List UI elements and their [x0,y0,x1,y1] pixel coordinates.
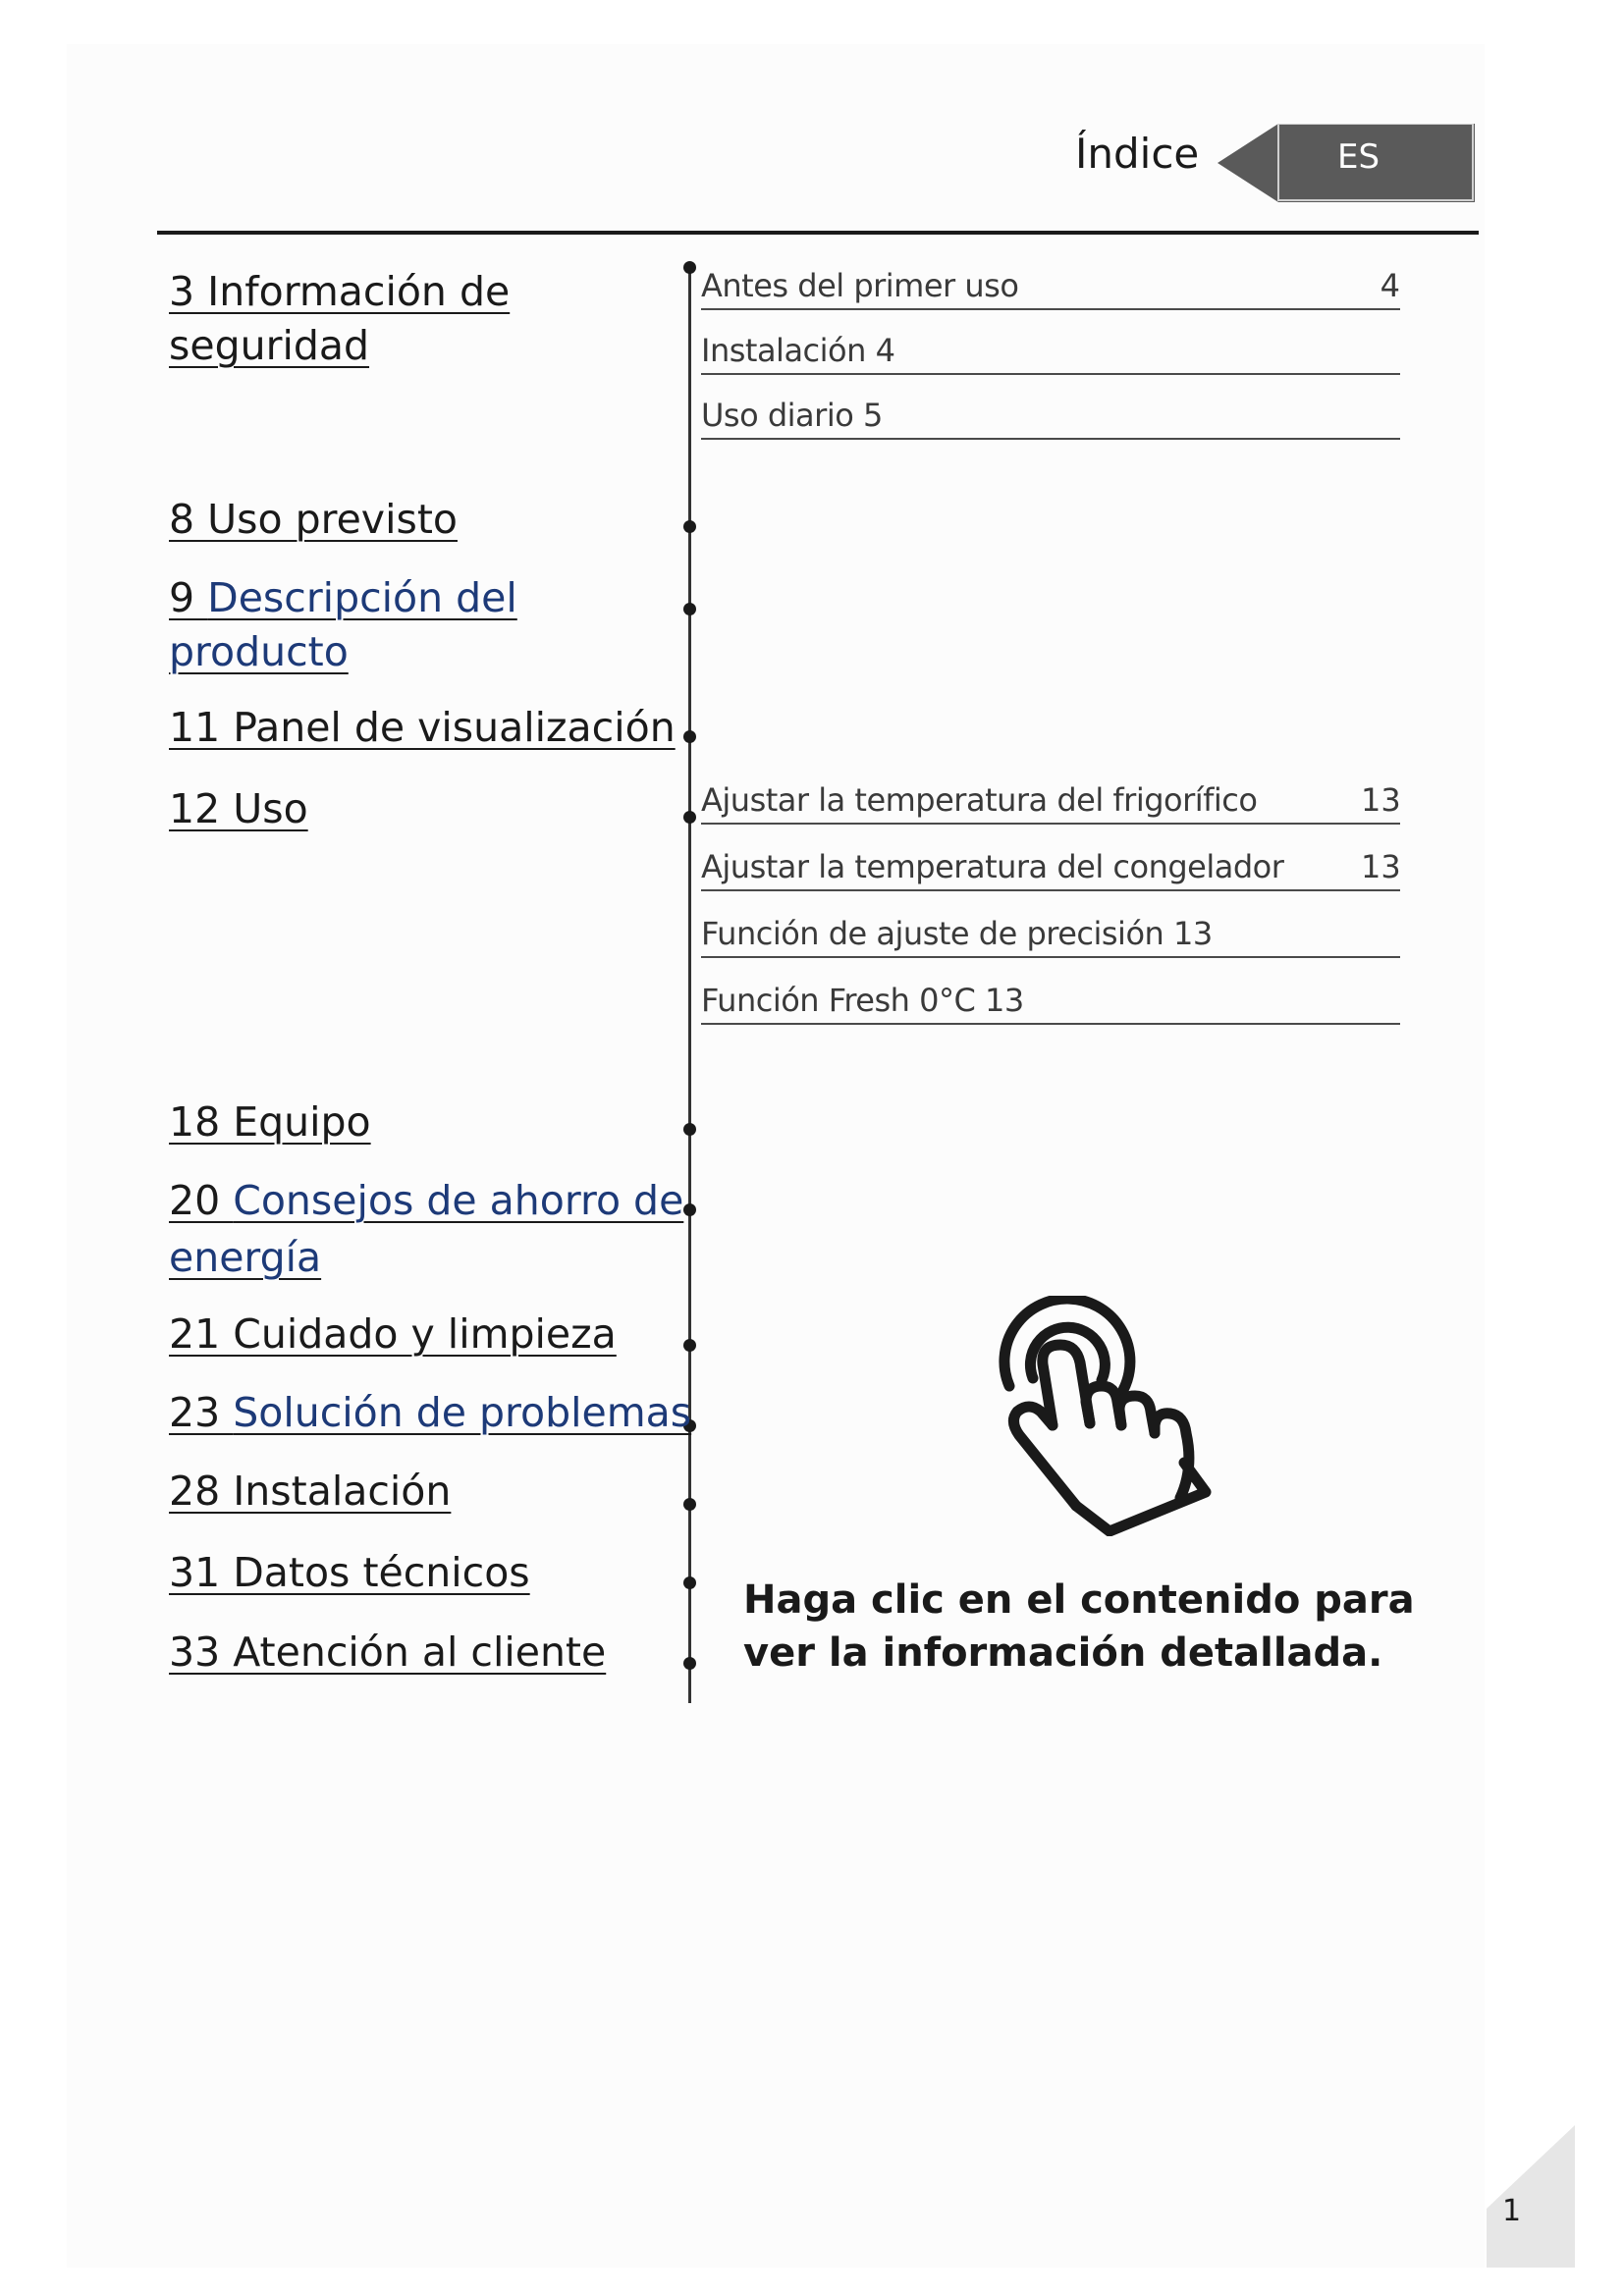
toc-subitem-label: Ajustar la temperatura del congelador [701,848,1284,885]
click-hint-text: Haga clic en el contenido para ver la información detallada. [743,1577,1415,1676]
page-number: 1 [1502,2194,1522,2228]
toc-section-label: 31 Datos técnicos [169,1549,530,1596]
toc-subitem[interactable] [701,395,1400,440]
timeline-dot [683,1576,696,1589]
toc-section-line: 3 Información de [169,268,511,315]
toc-section-label: 28 Instalación [169,1468,452,1515]
timeline-dot [683,1498,696,1511]
toc-subitem[interactable] [701,265,1400,310]
toc-subitem-label: Antes del primer uso [701,267,1019,304]
toc-subitem[interactable] [701,980,1400,1025]
toc-section-line: energía [169,1234,322,1281]
toc-subitem-page: 13 [1361,848,1401,885]
toc-section-safety[interactable] [169,265,510,373]
toc-section-troubleshooting[interactable] [169,1386,691,1440]
toc-section-use[interactable] [169,782,308,836]
timeline-dot [683,520,696,533]
toc-section-label: 33 Atención al cliente [169,1629,607,1676]
timeline-dot [683,1657,696,1670]
toc-subitem-label: Instalación 4 [701,332,895,369]
toc-subitem-label: Función Fresh 0°C 13 [701,982,1024,1019]
toc-section-number: 23 [169,1389,234,1436]
toc-section-line: Consejos de ahorro de [233,1177,684,1224]
toc-section-label: 21 Cuidado y limpieza [169,1310,617,1358]
toc-section-customer-service[interactable] [169,1626,606,1680]
timeline-dot [683,1123,696,1136]
page-sheet [67,44,1485,2268]
toc-subitem[interactable] [701,779,1400,825]
header-divider [157,231,1479,235]
page-title: Índice [1075,130,1200,178]
toc-subitem[interactable] [701,330,1400,375]
timeline-dot [683,811,696,824]
timeline-dot [683,1339,696,1352]
timeline-dot [683,603,696,615]
tap-hand-icon [992,1296,1218,1536]
toc-subitem[interactable] [701,846,1400,891]
toc-section-technical-data[interactable] [169,1546,530,1600]
toc-subitem-label: Función de ajuste de precisión 13 [701,915,1213,952]
toc-section-label: 18 Equipo [169,1098,371,1146]
toc-section-equipment[interactable] [169,1095,371,1149]
language-label: ES [1337,137,1380,177]
toc-section-line: Descripción del [207,574,517,621]
toc-section-line: Solución de problemas [233,1389,692,1436]
toc-section-label: 8 Uso previsto [169,496,458,543]
toc-section-product-description[interactable] [169,571,517,679]
toc-subitem[interactable] [701,913,1400,958]
toc-section-display-panel[interactable] [169,701,676,755]
toc-subitem-page: 4 [1380,267,1400,304]
timeline-dot [683,1203,696,1216]
timeline-dot [683,730,696,743]
timeline-dot [683,261,696,274]
toc-section-installation[interactable] [169,1465,451,1519]
toc-section-label: 12 Uso [169,785,308,832]
language-tab[interactable] [1218,124,1475,202]
toc-section-label: 11 Panel de visualización [169,704,676,751]
toc-subitem-page: 13 [1361,781,1401,819]
toc-subitem-label: Ajustar la temperatura del frigorífico [701,781,1258,819]
toc-section-line: seguridad [169,322,370,369]
toc-section-care-cleaning[interactable] [169,1308,617,1362]
toc-section-number: 9 [169,574,208,621]
toc-section-number: 20 [169,1177,234,1224]
toc-section-energy-saving[interactable] [169,1172,683,1286]
toc-section-intended-use[interactable] [169,493,458,547]
toc-subitem-label: Uso diario 5 [701,397,883,434]
toc-section-line: producto [169,628,349,675]
timeline-line [688,265,691,1703]
